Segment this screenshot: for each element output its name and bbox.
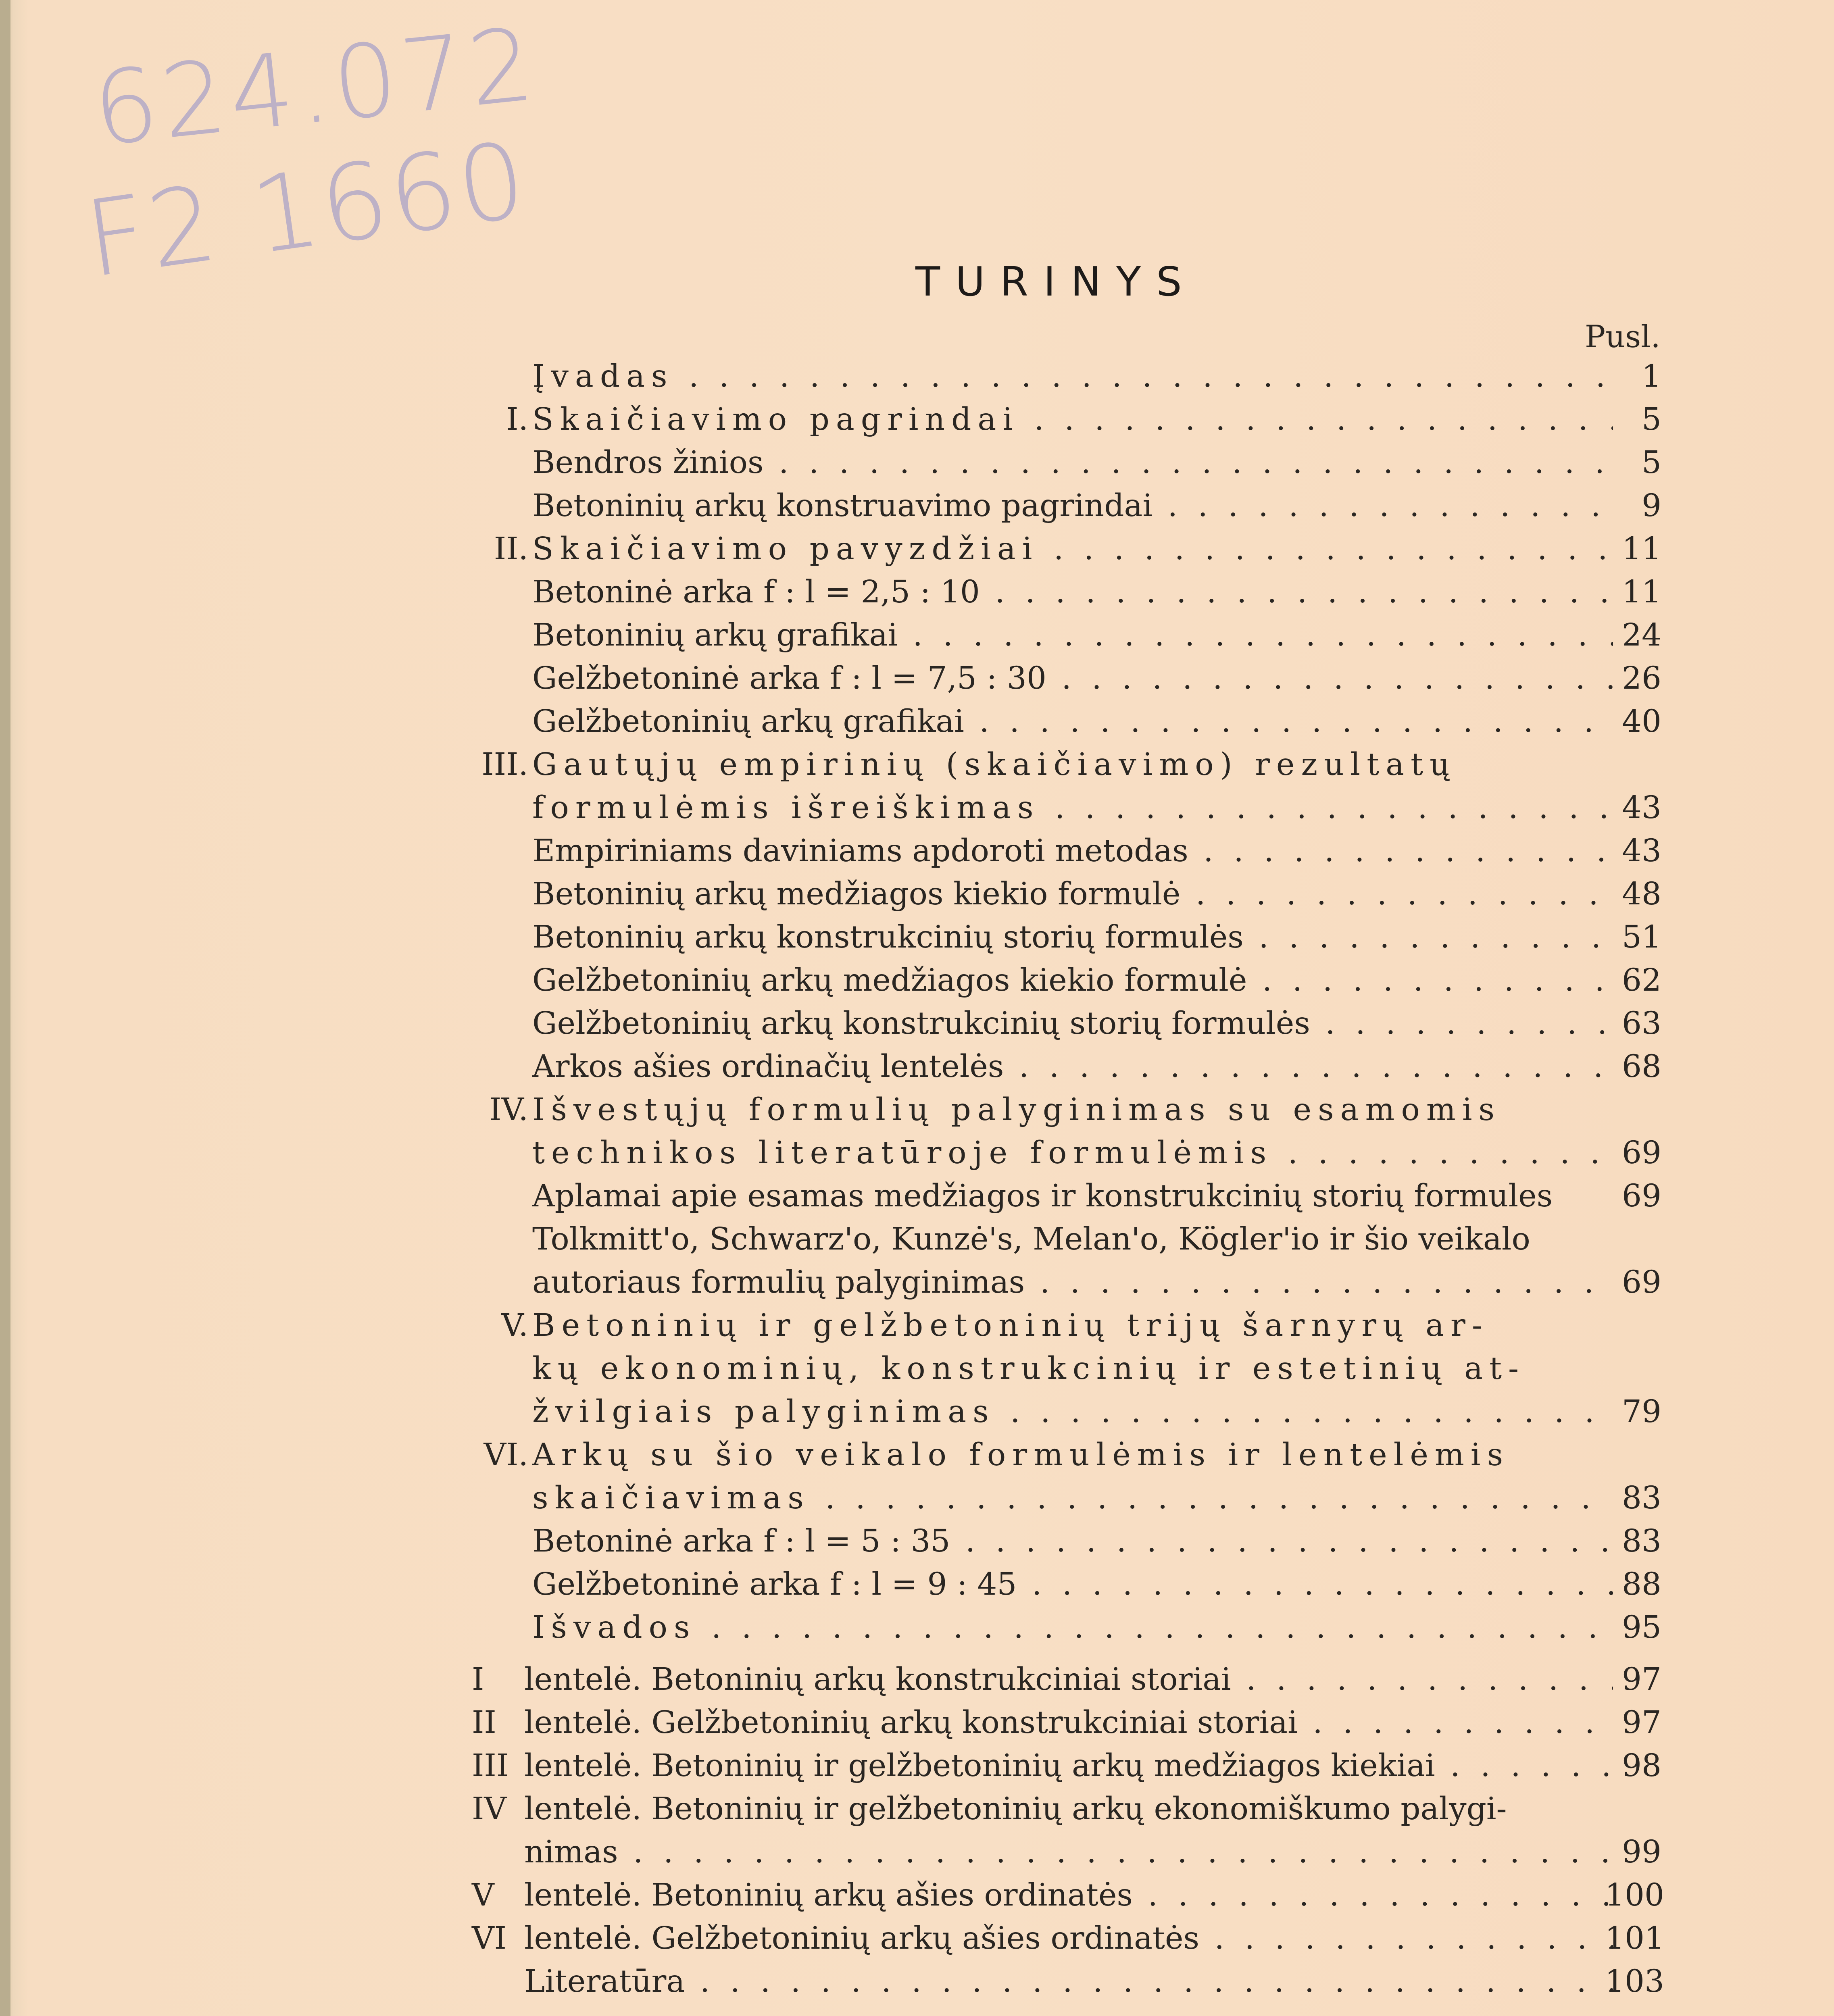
- toc-entry: [444, 398, 1674, 441]
- table-title: lentelė. Betoninių arkų ašies ordinatės . . .: [524, 1874, 1613, 1917]
- toc-entry: [444, 1563, 1674, 1606]
- toc-number: III.: [481, 747, 528, 783]
- binding-edge: [0, 0, 10, 2016]
- toc-title: technikos literatūroje formulėmis . . .: [532, 1131, 1613, 1175]
- table-number: V: [472, 1877, 494, 1913]
- toc-page-number: 69: [1622, 1135, 1661, 1171]
- toc-title: Betoninių arkų grafikai . . .: [532, 614, 1613, 657]
- toc-entry: [444, 1218, 1674, 1261]
- toc-title: Betoninių arkų konstruavimo pagrindai . . .: [532, 484, 1613, 527]
- table-page-number: 99: [1622, 1834, 1661, 1870]
- toc-title: autoriaus formulių palyginimas . . .: [532, 1261, 1613, 1304]
- toc-title: žvilgiais palyginimas . . .: [532, 1390, 1613, 1433]
- table-number: IV: [472, 1791, 507, 1827]
- toc-title: Išvados . . .: [532, 1606, 1613, 1649]
- toc-page-number: 5: [1642, 402, 1661, 437]
- spacer: [444, 1649, 1674, 1658]
- toc-title: Gautųjų empirinių (skaičiavimo) rezultatų: [532, 747, 1456, 783]
- toc-page-number: 69: [1622, 1264, 1661, 1300]
- toc-title: Betoninių arkų medžiagos kiekio formulė . . .: [532, 873, 1613, 916]
- table-page-number: 97: [1622, 1705, 1661, 1741]
- toc-number: VI.: [484, 1437, 528, 1473]
- page-column-header: Pusl.: [1585, 319, 1661, 354]
- table-title: Literatūra . . .: [524, 1960, 1613, 2003]
- toc-title: Gelžbetoninė arka f : l = 7,5 : 30 . . .: [532, 657, 1613, 700]
- table-number: III: [472, 1748, 509, 1784]
- table-entry: [444, 1960, 1674, 2003]
- toc-page-number: 1: [1642, 358, 1661, 394]
- table-page-number: 103: [1605, 1964, 1664, 1999]
- toc-entry: [444, 1261, 1674, 1304]
- toc-tables-list: [444, 1658, 1674, 2003]
- table-title: lentelė. Gelžbetoninių arkų ašies ordinatės . . .: [524, 1917, 1613, 1960]
- table-number: I: [472, 1662, 484, 1697]
- table-of-contents: [444, 355, 1674, 2003]
- toc-entry: [444, 916, 1674, 959]
- toc-page-number: 88: [1622, 1566, 1661, 1602]
- toc-title: Skaičiavimo pavyzdžiai . . .: [532, 527, 1613, 571]
- toc-title: Tolkmitt'o, Schwarz'o, Kunzė's, Melan'o, Kögler'io ir šio veikalo: [532, 1221, 1530, 1257]
- toc-page-number: 40: [1622, 704, 1661, 739]
- handwritten-call-number: 624.072: [88, 5, 543, 169]
- toc-page-number: 68: [1622, 1049, 1661, 1085]
- table-title: lentelė. Betoninių ir gelžbetoninių arkų medžiagos kiekiai . . .: [524, 1744, 1613, 1787]
- toc-title: Bendros žinios . . .: [532, 441, 1613, 484]
- table-page-number: 101: [1605, 1920, 1664, 1956]
- toc-page-number: 11: [1622, 531, 1661, 567]
- toc-title: Arkos ašies ordinačių lentelės . . .: [532, 1045, 1613, 1088]
- toc-page-number: 83: [1622, 1523, 1661, 1559]
- toc-number: II.: [494, 531, 528, 567]
- toc-entry: [444, 1304, 1674, 1347]
- toc-title: Įvadas . . .: [532, 355, 1613, 398]
- toc-entry: [444, 1002, 1674, 1045]
- toc-entry: [444, 1175, 1674, 1218]
- toc-page-number: 26: [1622, 660, 1661, 696]
- table-entry: [444, 1701, 1674, 1744]
- toc-title: Aplamai apie esamas medžiagos ir konstrukcinių storių formules: [532, 1178, 1553, 1214]
- toc-page-number: 51: [1622, 919, 1661, 955]
- toc-page-number: 63: [1622, 1006, 1661, 1041]
- page-title: TURINYS: [915, 258, 1197, 305]
- toc-entry: [444, 1606, 1674, 1649]
- table-number: VI: [472, 1920, 507, 1956]
- toc-title: Betoninė arka f : l = 5 : 35 . . .: [532, 1520, 1613, 1563]
- toc-entry: [444, 1045, 1674, 1088]
- table-title: lentelė. Gelžbetoninių arkų konstrukciniai storiai . . .: [524, 1701, 1613, 1744]
- toc-entry: [444, 1131, 1674, 1175]
- toc-title: Skaičiavimo pagrindai . . .: [532, 398, 1613, 441]
- toc-title: Gelžbetoninių arkų konstrukcinių storių formulės . . .: [532, 1002, 1613, 1045]
- toc-page-number: 83: [1622, 1480, 1661, 1516]
- toc-number: V.: [501, 1308, 528, 1343]
- toc-title: Išvestųjų formulių palyginimas su esamomis: [532, 1092, 1501, 1128]
- toc-entry: [444, 1433, 1674, 1477]
- table-page-number: 97: [1622, 1662, 1661, 1697]
- toc-page-number: 24: [1622, 617, 1661, 653]
- toc-title: skaičiavimas . . .: [532, 1477, 1613, 1520]
- toc-entry: [444, 829, 1674, 873]
- toc-number: I.: [506, 402, 528, 437]
- toc-page-number: 5: [1642, 445, 1661, 481]
- toc-entry: [444, 657, 1674, 700]
- toc-title: Betoninė arka f : l = 2,5 : 10 . . .: [532, 571, 1613, 614]
- table-entry: [444, 1831, 1674, 1874]
- toc-page-number: 9: [1642, 488, 1661, 524]
- toc-entry: [444, 614, 1674, 657]
- toc-entry: [444, 1477, 1674, 1520]
- toc-page-number: 43: [1622, 790, 1661, 826]
- table-number: II: [472, 1705, 496, 1741]
- toc-entry: [444, 1520, 1674, 1563]
- toc-page-number: 95: [1622, 1610, 1661, 1645]
- toc-entry: [444, 786, 1674, 829]
- toc-entry: [444, 441, 1674, 484]
- toc-entry: [444, 873, 1674, 916]
- toc-number: IV.: [489, 1092, 528, 1128]
- toc-entry: [444, 1088, 1674, 1131]
- table-entry: [444, 1917, 1674, 1960]
- toc-entry: [444, 527, 1674, 571]
- toc-entry: [444, 700, 1674, 743]
- toc-entry: [444, 959, 1674, 1002]
- toc-entry: [444, 484, 1674, 527]
- table-page-number: 100: [1605, 1877, 1664, 1913]
- toc-sections: [444, 355, 1674, 1649]
- toc-title: Arkų su šio veikalo formulėmis ir lentelėmis: [532, 1437, 1510, 1473]
- toc-title: kų ekonominių, konstrukcinių ir estetinių at-: [532, 1351, 1526, 1387]
- table-entry: [444, 1658, 1674, 1701]
- toc-title: Gelžbetoninė arka f : l = 9 : 45 . . .: [532, 1563, 1613, 1606]
- toc-page-number: 79: [1622, 1394, 1661, 1430]
- toc-title: Betoninių ir gelžbetoninių trijų šarnyrų ar-: [532, 1308, 1489, 1343]
- toc-title: Gelžbetoninių arkų medžiagos kiekio formulė . . .: [532, 959, 1613, 1002]
- toc-title: Gelžbetoninių arkų grafikai . . .: [532, 700, 1613, 743]
- toc-page-number: 69: [1622, 1178, 1661, 1214]
- handwritten-shelf-mark: F2 1660: [78, 119, 535, 302]
- toc-entry: [444, 743, 1674, 786]
- toc-entry: [444, 355, 1674, 398]
- table-entry: [444, 1744, 1674, 1787]
- toc-page-number: 43: [1622, 833, 1661, 869]
- toc-title: formulėmis išreiškimas . . .: [532, 786, 1613, 829]
- toc-title: Empiriniams daviniams apdoroti metodas . . .: [532, 829, 1613, 873]
- toc-page-number: 48: [1622, 876, 1661, 912]
- table-title: lentelė. Betoninių ir gelžbetoninių arkų ekonomiškumo palygi-: [524, 1791, 1507, 1827]
- toc-page-number: 11: [1622, 574, 1661, 610]
- toc-title: Betoninių arkų konstrukcinių storių formulės . . .: [532, 916, 1613, 959]
- toc-page-number: 62: [1622, 962, 1661, 998]
- table-entry: [444, 1874, 1674, 1917]
- table-entry: [444, 1787, 1674, 1831]
- table-title: lentelė. Betoninių arkų konstrukciniai storiai . . .: [524, 1658, 1613, 1701]
- toc-entry: [444, 1390, 1674, 1433]
- table-title: nimas . . .: [524, 1831, 1613, 1874]
- toc-entry: [444, 571, 1674, 614]
- table-page-number: 98: [1622, 1748, 1661, 1784]
- toc-entry: [444, 1347, 1674, 1390]
